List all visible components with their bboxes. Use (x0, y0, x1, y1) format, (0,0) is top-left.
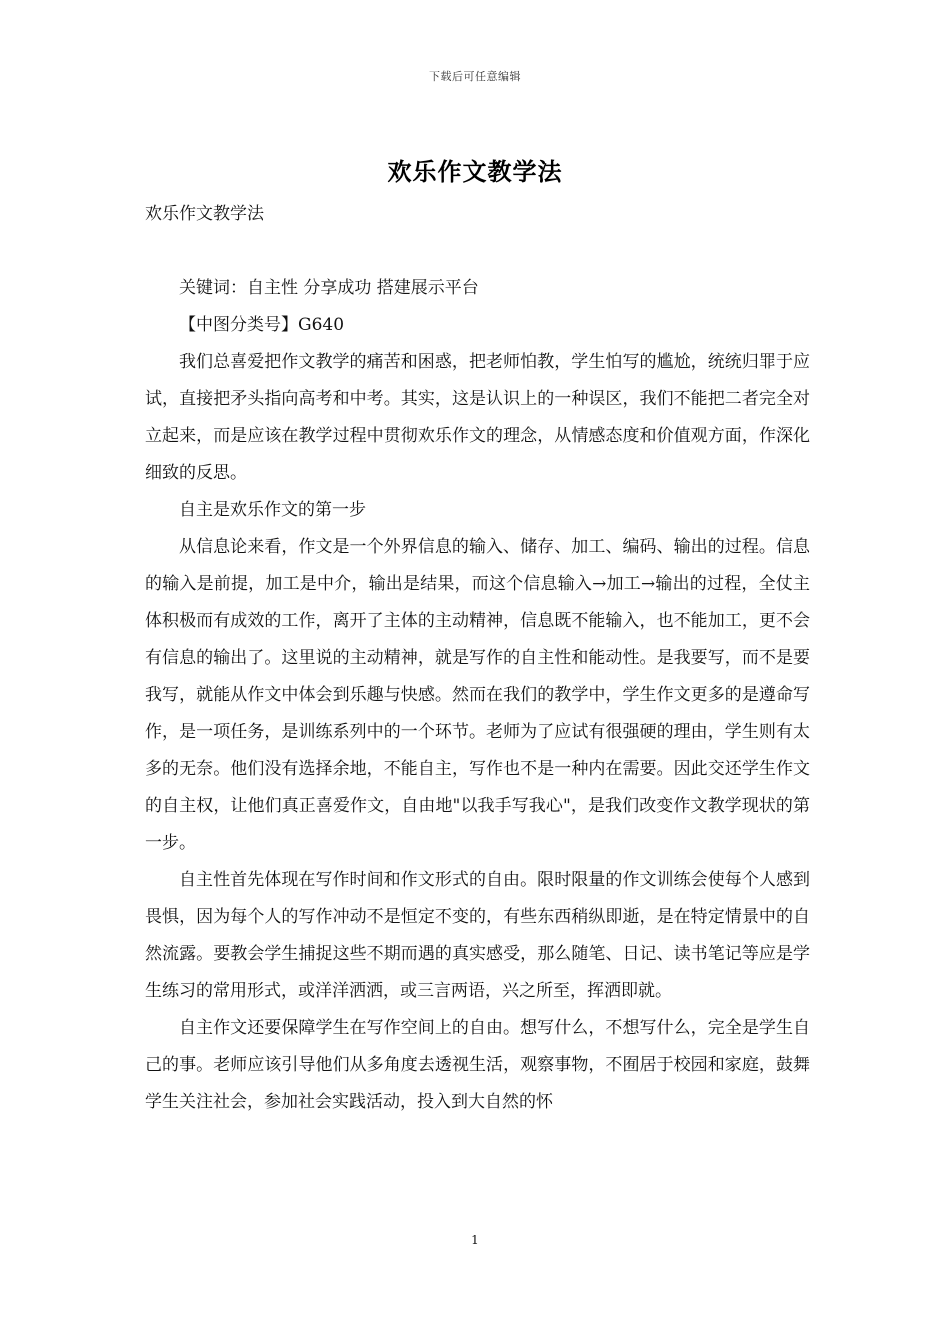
header-note: 下载后可任意编辑 (429, 70, 521, 83)
body-paragraph: 从信息论来看，作文是一个外界信息的输入、储存、加工、编码、输出的过程。信息的输入是前提，加工是中介，输出是结果，而这个信息输入→加工→输出的过程，全仗主体积极而有成效的工作，离开了主体的主动精神，信息既不能输入，也不能加工，更不会有信息的输出了。这里说的主动精神，就是写作的自主性和能动性。是我要写，而不是要我写，就能从作文中体会到乐趣与快感。然而在我们的教学中，学生作文更多的是遵命写作，是一项任务，是训练系列中的一个环节。老师为了应试有很强硬的理由，学生则有太多的无奈。他们没有选择余地，不能自主，写作也不是一种内在需要。因此交还学生作文的自主权，让他们真正喜爱作文，自由地"以我手写我心"，是我们改变作文教学现状的第一步。 (145, 537, 810, 853)
section-heading: 自主是欢乐作文的第一步 (179, 500, 366, 520)
body-paragraph: 我们总喜爱把作文教学的痛苦和困惑，把老师怕教，学生怕写的尴尬，统统归罪于应试，直接把矛头指向高考和中考。其实，这是认识上的一种误区，我们不能把二者完全对立起来，而是应该在教学过程中贯彻欢乐作文的理念，从情感态度和价值观方面，作深化细致的反思。 (145, 352, 810, 483)
document-title: 欢乐作文教学法 (387, 157, 563, 186)
keywords-line: 关键词：自主性 分享成功 搭建展示平台 (179, 278, 479, 298)
page-number: 1 (471, 1233, 479, 1247)
body-paragraph: 自主性首先体现在写作时间和作文形式的自由。限时限量的作文训练会使每个人感到畏惧，因为每个人的写作冲动不是恒定不变的，有些东西稍纵即逝，是在特定情景中的自然流露。要教会学生捕捉这些不期而遇的真实感受，那么随笔、日记、读书笔记等应是学生练习的常用形式，或洋洋洒洒，或三言两语，兴之所至，挥洒即就。 (145, 870, 810, 1001)
classification-line: 【中图分类号】G640 (179, 315, 345, 335)
body-paragraph: 自主作文还要保障学生在写作空间上的自由。想写什么，不想写什么，完全是学生自己的事。老师应该引导他们从多角度去透视生活，观察事物，不囿居于校园和家庭，鼓舞学生关注社会，参加社会实践活动，投入到大自然的怀 (145, 1018, 810, 1112)
document-body (145, 196, 810, 1121)
document-subtitle: 欢乐作文教学法 (145, 204, 264, 224)
